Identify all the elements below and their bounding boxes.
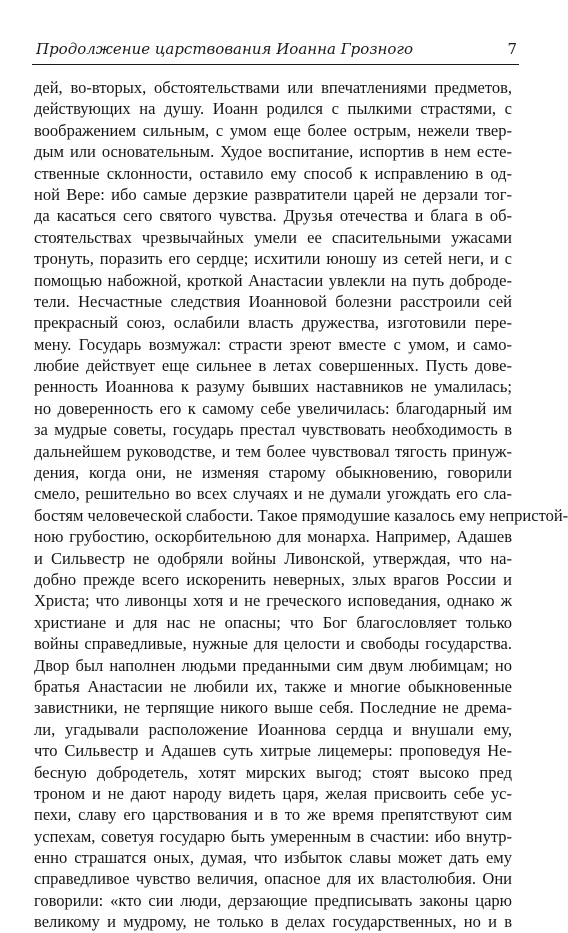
text-line: пехи, славу его царствования и в то же время препятствуют сим <box>34 805 512 825</box>
text-line: ли, угадывали расположение Иоаннова сердца и внушали ему, <box>34 719 512 739</box>
text-line: дения, когда они, не изменяя старому обыкновению, говорили <box>34 463 512 483</box>
text-line: тронуть, поразить его сердце; исхитили юношу из сетей неги, и с <box>34 249 512 269</box>
running-title: Продолжение царствования Иоанна Грозного <box>36 40 414 58</box>
text-line: любие действует еще сильнее в летах совершенных. Пусть дове- <box>34 356 512 376</box>
text-line: великому и мудрому, не только в делах государственных, но и в <box>34 912 512 932</box>
text-line: тели. Несчастные следствия Иоанновой болезни расстроили сей <box>34 291 512 311</box>
text-line: говорили: «кто сии люди, дерзающие предписывать законы царю <box>34 890 512 910</box>
text-line: дальнейшем руководстве, и тем более чувствовал тягость принуж- <box>34 441 512 461</box>
text-line: братья Анастасии не любили их, также и многие обыкновенные <box>34 676 512 696</box>
text-line: прекрасный союз, ослабили власть дружества, изготовили пере- <box>34 313 512 333</box>
body-text <box>34 77 568 933</box>
text-line: бостям человеческой слабости. Такое прямодушие казалось ему непристой- <box>34 505 568 525</box>
text-line: Христа; что ливонцы хотя и не греческого исповедания, однако ж <box>34 591 512 611</box>
text-line: ною грубостию, оскорбительною для монарха. Например, Адашев <box>34 527 512 547</box>
text-line: справедливое чувство величия, опасное для их властолюбия. Они <box>34 869 512 889</box>
text-line: войны справедливые, нужные для целости и свободы государства. <box>34 634 512 654</box>
text-line: дым или основательным. Худое воспитание, испортив в нем есте- <box>34 142 512 162</box>
text-line: за мудрые советы, государь престал чувствовать необходимость в <box>34 420 512 440</box>
text-line: бесную добродетель, хотят мирских выгод; стоят высоко пред <box>34 762 512 782</box>
text-line: смело, решительно во всех случаях и не думали угождать его сла- <box>34 484 512 504</box>
text-line: ственные склонности, оставило ему способ к исправлению в од- <box>34 163 512 183</box>
text-line: дей, во-вторых, обстоятельствами или впечатлениями предметов, <box>34 78 512 97</box>
running-header <box>32 40 519 62</box>
text-line: христиане и для нас не опасны; что Бог благословляет только <box>34 612 512 632</box>
header-rule <box>32 64 519 65</box>
text-line: что Сильвестр и Адашев суть хитрые лицемеры: проповедуя Не- <box>34 741 512 761</box>
text-line: енно страшатся оных, думая, что избыток славы может дать ему <box>34 848 512 868</box>
text-line: успехам, советуя государю быть умеренным в счастии: ибо внутр- <box>34 826 512 846</box>
text-line: мену. Государь возмужал: страсти зреют вместе с умом, и само- <box>34 334 512 354</box>
text-line: ной Вере: ибо самые дерзкие развратители царей не дерзали тог- <box>34 184 512 204</box>
text-line: добно прежде всего искоренить неверных, злых врагов России и <box>34 569 512 589</box>
text-line: стоятельствах чрезвычайных умели ее спасительными ужасами <box>34 227 512 247</box>
text-line: завистники, не терпящие никого выше себя. Последние не дрема- <box>34 698 512 718</box>
text-line: троном и не дают народу видеть царя, желая присвоить себе ус- <box>34 783 512 803</box>
text-line: и Сильвестр не одобряли войны Ливонской, утверждая, что на- <box>34 548 512 568</box>
text-line: воображением сильным, с умом еще более острым, нежели твер- <box>34 120 512 140</box>
text-line: помощью набожной, кроткой Анастасии увлекли на путь доброде- <box>34 270 512 290</box>
text-line: Двор был наполнен людьми преданными сим двум любимцам; но <box>34 655 512 675</box>
text-line: но доверенность его к самому себе увеличилась: благодарный им <box>34 398 512 418</box>
page-number: 7 <box>507 40 517 58</box>
text-line: действующих на душу. Иоанн родился с пылкими страстями, с <box>34 99 512 119</box>
text-line: ренность Иоаннова к разуму бывших наставников не умалилась; <box>34 377 512 397</box>
text-line: да касаться сего святого чувства. Друзья отечества и блага в об- <box>34 206 512 226</box>
